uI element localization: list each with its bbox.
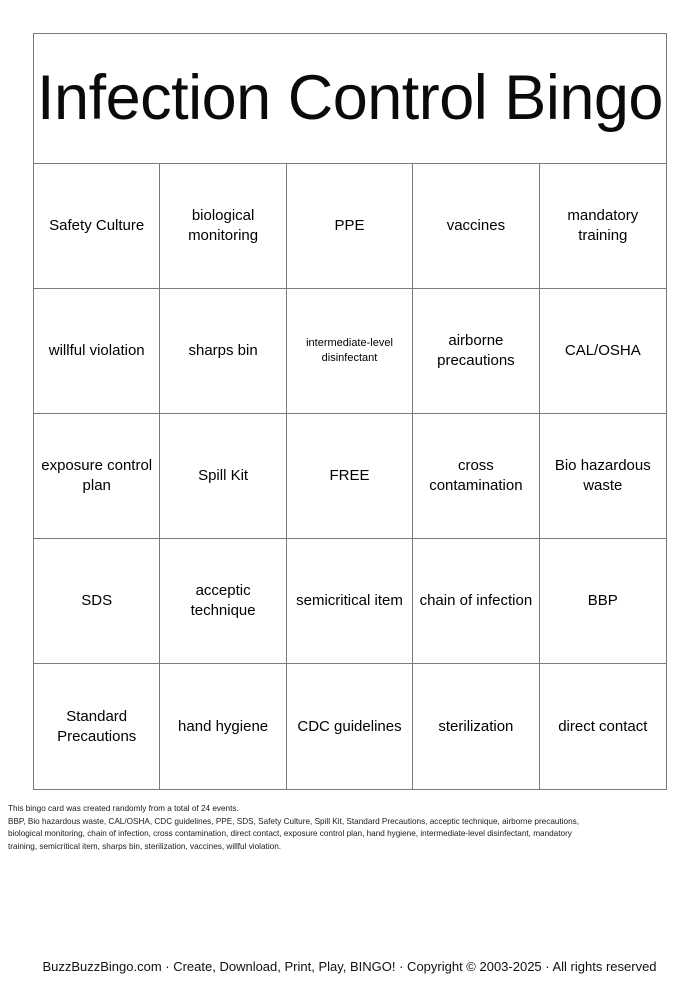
bingo-cell-r2c5[interactable] (540, 289, 666, 414)
card-title-row (34, 34, 666, 164)
bingo-card (33, 33, 667, 790)
bingo-cell-label: CAL/OSHA (564, 342, 641, 360)
bingo-cell-r1c1[interactable] (34, 164, 160, 289)
bingo-cell-label: Safety Culture (49, 217, 145, 235)
bingo-cell-label: sterilization (438, 717, 514, 735)
bingo-cell-label: semicritical item (296, 592, 403, 610)
bingo-cell-label: airborne precautions (437, 332, 515, 369)
bingo-cell-label: cross contamination (429, 457, 523, 494)
bingo-cell-label: PPE (334, 217, 365, 235)
bingo-cell-free[interactable] (287, 414, 413, 539)
bingo-cell-label: Bio hazardous waste (554, 457, 651, 494)
bingo-cell-label: vaccines (446, 217, 506, 235)
bingo-cell-label: willful violation (48, 342, 145, 360)
bingo-cell-r1c4[interactable] (413, 164, 539, 289)
bingo-cell-label: mandatory training (567, 207, 639, 244)
fineprint-line-2: BBP, Bio hazardous waste, CAL/OSHA, CDC guidelines, PPE, SDS, Safety Culture, Spill Kit, Standard Precautions, acceptic technique, airborne precautions, (8, 816, 579, 826)
fineprint-line-4: training, semicritical item, sharps bin, sterilization, vaccines, willful violation. (8, 842, 282, 852)
bingo-cell-r1c3[interactable] (287, 164, 413, 289)
bingo-cell-r5c2[interactable] (160, 664, 286, 789)
bingo-cell-r4c3[interactable] (287, 539, 413, 664)
bingo-cell-label: hand hygiene (178, 717, 269, 735)
bingo-cell-label: Spill Kit (198, 467, 249, 485)
bingo-cell-r3c5[interactable] (540, 414, 666, 539)
bingo-cell-r4c4[interactable] (413, 539, 539, 664)
bingo-cell-label: biological monitoring (188, 207, 259, 244)
footer-copyright: BuzzBuzzBingo.com · Create, Download, Print, Play, BINGO! · Copyright © 2003-2025 · All rights reserved (42, 959, 657, 974)
bingo-cell-label: intermediate-level disinfectant (306, 337, 393, 364)
bingo-cell-label: FREE (329, 467, 370, 485)
bingo-cell-r3c2[interactable] (160, 414, 286, 539)
bingo-cell-r4c2[interactable] (160, 539, 286, 664)
bingo-cell-label: direct contact (558, 717, 648, 735)
fineprint-line-3: biological monitoring, chain of infection, cross contamination, direct contact, exposure control plan, hand hygiene, intermediate-level disinfectant, mandatory (8, 829, 572, 839)
bingo-cell-label: exposure control plan (41, 457, 153, 494)
bingo-cell-r2c4[interactable] (413, 289, 539, 414)
page-title: Infection Control Bingo (37, 63, 663, 133)
bingo-cell-r5c5[interactable] (540, 664, 666, 789)
bingo-cell-r4c5[interactable] (540, 539, 666, 664)
bingo-cell-r4c1[interactable] (34, 539, 160, 664)
bingo-cell-r3c4[interactable] (413, 414, 539, 539)
bingo-cell-r5c4[interactable] (413, 664, 539, 789)
bingo-cell-label: BBP (587, 592, 618, 610)
fineprint-block (8, 803, 680, 854)
bingo-cell-label: chain of infection (419, 592, 533, 610)
bingo-cell-label: sharps bin (188, 342, 258, 360)
bingo-cell-r1c2[interactable] (160, 164, 286, 289)
bingo-cell-label: SDS (81, 592, 113, 610)
bingo-cell-label: Standard Precautions (57, 707, 137, 745)
bingo-cell-r5c1[interactable] (34, 664, 160, 789)
fineprint-line-1: This bingo card was created randomly from a total of 24 events. (8, 804, 239, 813)
bingo-grid (34, 164, 666, 789)
bingo-cell-r1c5[interactable] (540, 164, 666, 289)
bingo-cell-label: CDC guidelines (297, 717, 402, 735)
bingo-cell-r3c1[interactable] (34, 414, 160, 539)
bingo-cell-r2c2[interactable] (160, 289, 286, 414)
bingo-cell-r5c3[interactable] (287, 664, 413, 789)
bingo-cell-label: acceptic technique (190, 582, 256, 619)
bingo-cell-r2c3[interactable] (287, 289, 413, 414)
bingo-cell-r2c1[interactable] (34, 289, 160, 414)
